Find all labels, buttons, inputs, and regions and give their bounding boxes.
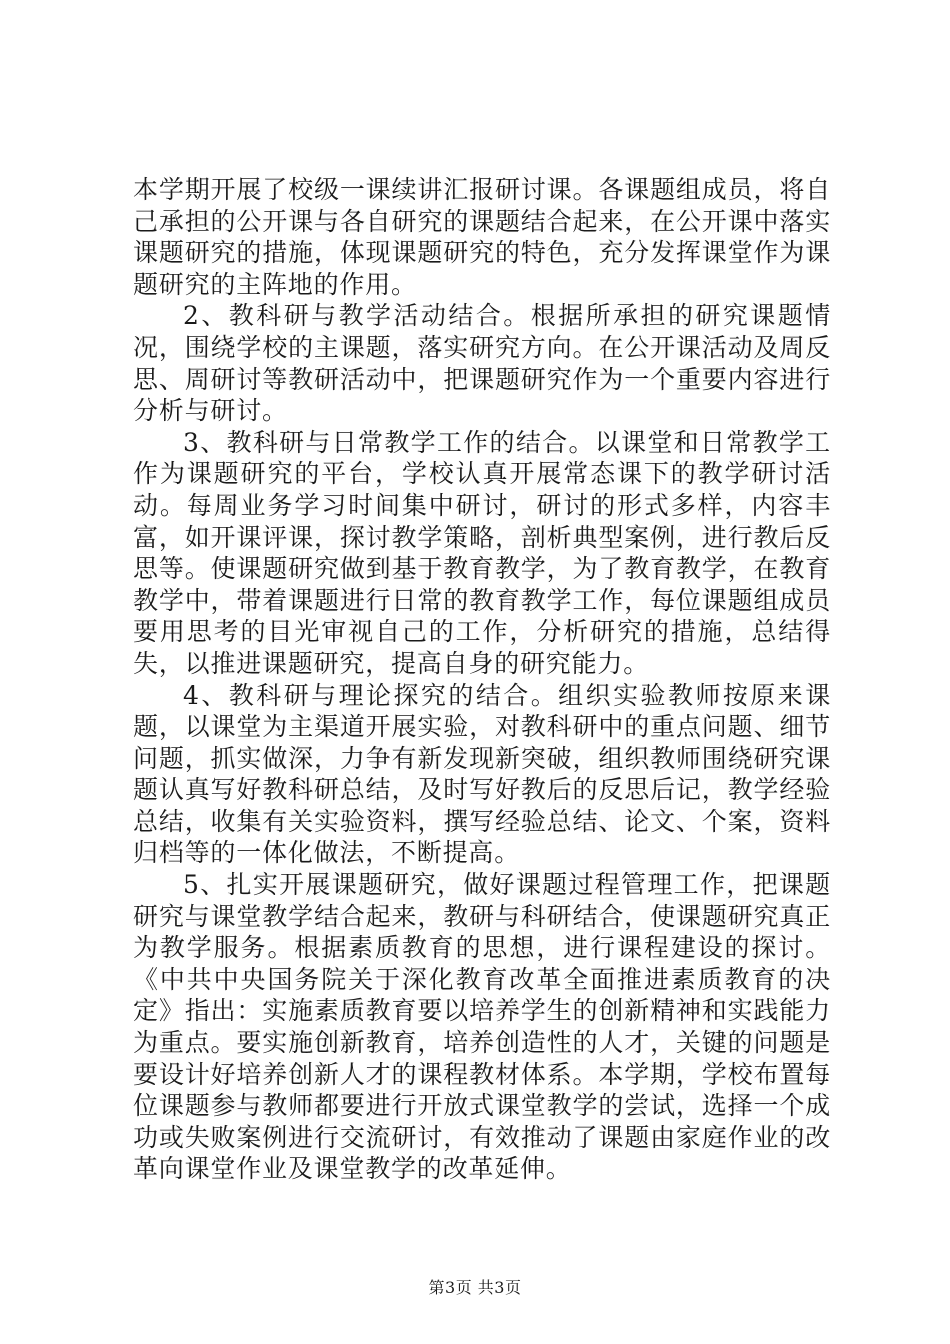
- paragraph-5: 5、扎实开展课题研究，做好课题过程管理工作，把课题研究与课堂教学结合起来，教研与科研结合，使课题研究真正为教学服务。根据素质教育的思想，进行课程建设的探讨。《中共中央国务院关于深化教育改革全面推进素质教育的决定》指出：实施素质教育要以培养学生的创新精神和实践能力为重点。要实施创新教育，培养创造性的人才，关键的问题是要设计好培养创新人才的课程教材体系。本学期，学校布置每位课题参与教师都要进行开放式课堂教学的尝试，选择一个成功或失败案例进行交流研讨，有效推动了课题由家庭作业的改革向课堂作业及课堂教学的改革延伸。: [133, 870, 831, 1184]
- paragraph-1: 本学期开展了校级一课续讲汇报研讨课。各课题组成员，将自己承担的公开课与各自研究的课题结合起来，在公开课中落实课题研究的措施，体现课题研究的特色，充分发挥课堂作为课题研究的主阵地的作用。: [133, 175, 831, 299]
- paragraph-3: 3、教科研与日常教学工作的结合。以课堂和日常教学工作为课题研究的平台，学校认真开展常态课下的教学研讨活动。每周业务学习时间集中研讨，研讨的形式多样，内容丰富，如开课评课，探讨教学策略，剖析典型案例，进行教后反思等。使课题研究做到基于教育教学，为了教育教学，在教育教学中，带着课题进行日常的教育教学工作，每位课题组成员要用思考的目光审视自己的工作，分析研究的措施，总结得失，以推进课题研究，提高自身的研究能力。: [133, 427, 831, 678]
- paragraph-4: 4、教科研与理论探究的结合。组织实验教师按原来课题，以课堂为主渠道开展实验，对教科研中的重点问题、细节问题，抓实做深，力争有新发现新突破，组织教师围绕研究课题认真写好教科研总结，及时写好教后的反思后记，教学经验总结，收集有关实验资料，撰写经验总结、论文、个案，资料归档等的一体化做法，不断提高。: [133, 680, 831, 868]
- document-body: [133, 174, 831, 1185]
- paragraph-2: 2、教科研与教学活动结合。根据所承担的研究课题情况，围绕学校的主课题，落实研究方向。在公开课活动及周反思、周研讨等教研活动中，把课题研究作为一个重要内容进行分析与研讨。: [133, 301, 831, 426]
- page-footer: 第3页 共3页: [428, 1278, 522, 1297]
